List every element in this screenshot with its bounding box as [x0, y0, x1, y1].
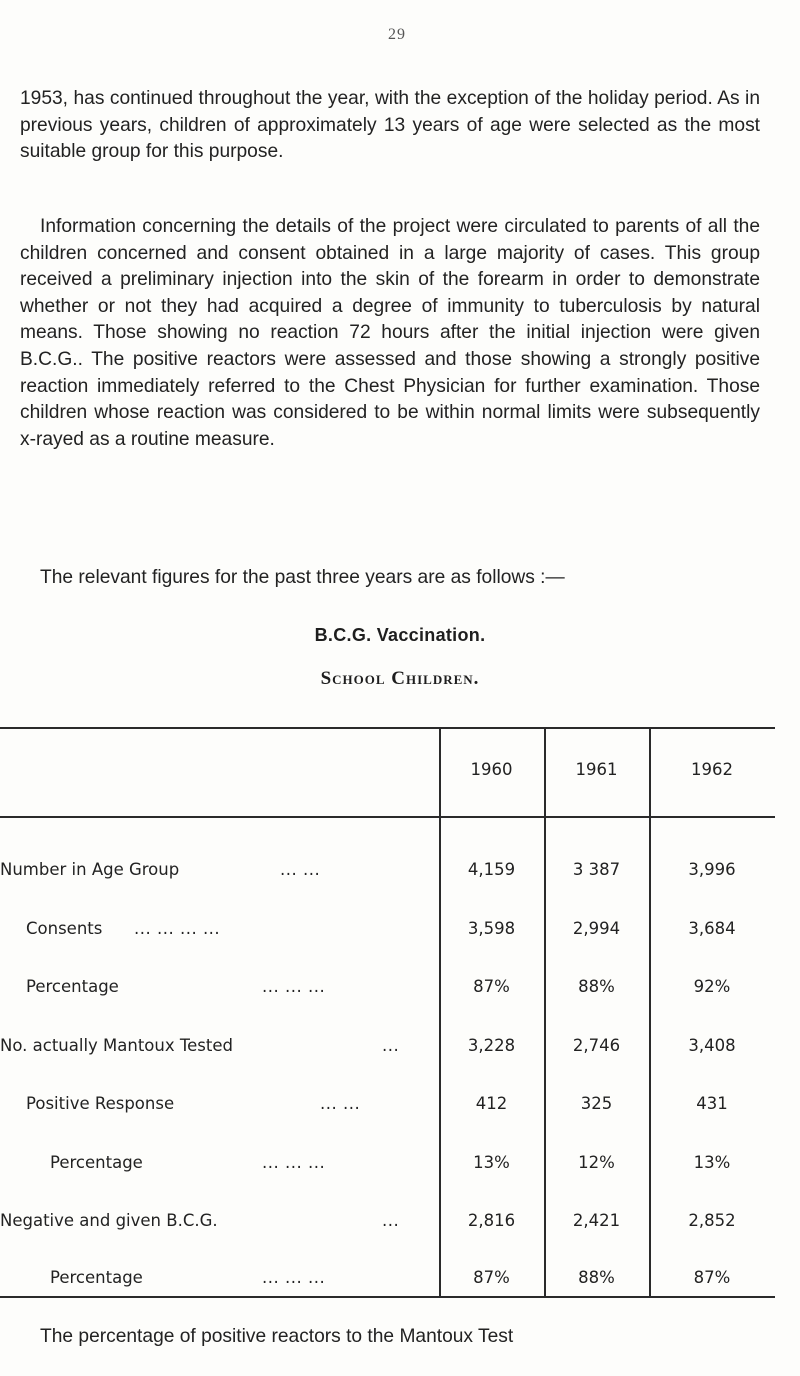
table-row — [0, 1268, 775, 1294]
bcg-vaccination-table — [0, 727, 775, 1298]
table-cell: 412 — [475, 1094, 508, 1113]
table-cell: 13% — [473, 1153, 510, 1172]
row-label: Consents — [26, 919, 103, 938]
paragraph-intro-continued: 1953, has continued throughout the year, with the exception of the holiday period. As in previous years, children of approximately 13 years of age were selected as the most suitable group for this purpose. — [20, 88, 760, 163]
table-header-rule — [0, 816, 775, 818]
paragraph-project-details: Information concerning the details of the project were circulated to parents of all the children concerned and consent obtained in a large majority of cases. This group received a preliminary injection into the skin of the forearm in order to demonstrate whether or not they had acquired a degree of immunity to tuberculosis by natural means. Those showing no reaction 72 hours after the initial injection were given B.C.G.. The positive reactors were assessed and those showing a strongly positive reaction immediately referred to the Chest Physician for further examination. Those children whose reaction was considered to be within normal limits were subsequently x-rayed as a routine measure. — [20, 216, 760, 450]
row-leader-dots: ... ... ... ... — [134, 919, 221, 938]
row-leader-dots: ... — [382, 1211, 400, 1230]
row-label: Negative and given B.C.G. — [0, 1211, 218, 1230]
paragraph-closing-line: The percentage of positive reactors to the Mantoux Test — [40, 1326, 514, 1347]
table-row — [0, 860, 775, 886]
table-bottom-rule — [0, 1296, 775, 1298]
table-cell: 87% — [473, 977, 510, 996]
table-row — [0, 1036, 775, 1062]
table-top-rule — [0, 727, 775, 729]
table-cell: 2,746 — [572, 1036, 621, 1055]
column-header-1960: 1960 — [470, 760, 513, 779]
table-cell: 2,816 — [467, 1211, 516, 1230]
table-cell: 87% — [473, 1268, 510, 1287]
table-row — [0, 1211, 775, 1237]
page-number: 29 — [388, 26, 406, 43]
table-cell: 431 — [696, 1094, 728, 1113]
table-cell: 3,598 — [467, 919, 516, 938]
row-leader-dots: ... — [382, 1036, 400, 1055]
row-leader-dots: ... ... ... — [262, 977, 326, 996]
row-label: No. actually Mantoux Tested — [0, 1036, 233, 1055]
table-cell: 2,994 — [572, 919, 621, 938]
table-cell: 13% — [693, 1153, 731, 1172]
table-cell: 3,684 — [688, 919, 736, 938]
table-cell: 88% — [578, 977, 615, 996]
table-row — [0, 977, 775, 1003]
table-heading: B.C.G. Vaccination. — [314, 625, 486, 645]
table-row — [0, 919, 775, 945]
table-cell: 4,159 — [467, 860, 516, 879]
row-leader-dots: ... ... ... — [262, 1153, 326, 1172]
table-cell: 2,852 — [688, 1211, 736, 1230]
table-cell: 92% — [693, 977, 731, 996]
paragraph-figures-intro: The relevant figures for the past three years are as follows :— — [40, 567, 565, 588]
table-cell: 88% — [578, 1268, 615, 1287]
table-cell: 3,408 — [688, 1036, 736, 1055]
table-row — [0, 1094, 775, 1120]
table-cell: 3 387 — [572, 860, 621, 879]
table-cell: 2,421 — [572, 1211, 621, 1230]
row-label: Positive Response — [26, 1094, 175, 1113]
column-header-1962: 1962 — [691, 760, 733, 779]
table-cell: 87% — [693, 1268, 731, 1287]
column-header-1961: 1961 — [575, 760, 618, 779]
row-label: Percentage — [50, 1153, 143, 1172]
row-label: Percentage — [26, 977, 119, 996]
row-leader-dots: ... ... ... — [262, 1268, 326, 1287]
table-cell: 3,228 — [467, 1036, 516, 1055]
table-row — [0, 1153, 775, 1179]
row-label: Number in Age Group — [0, 860, 180, 879]
row-leader-dots: ... ... — [320, 1094, 361, 1113]
table-subheading: School Children. — [320, 668, 480, 689]
table-cell: 12% — [578, 1153, 615, 1172]
table-cell: 3,996 — [688, 860, 736, 879]
table-cell: 325 — [580, 1094, 613, 1113]
row-label: Percentage — [50, 1268, 143, 1287]
row-leader-dots: ... ... — [280, 860, 321, 879]
